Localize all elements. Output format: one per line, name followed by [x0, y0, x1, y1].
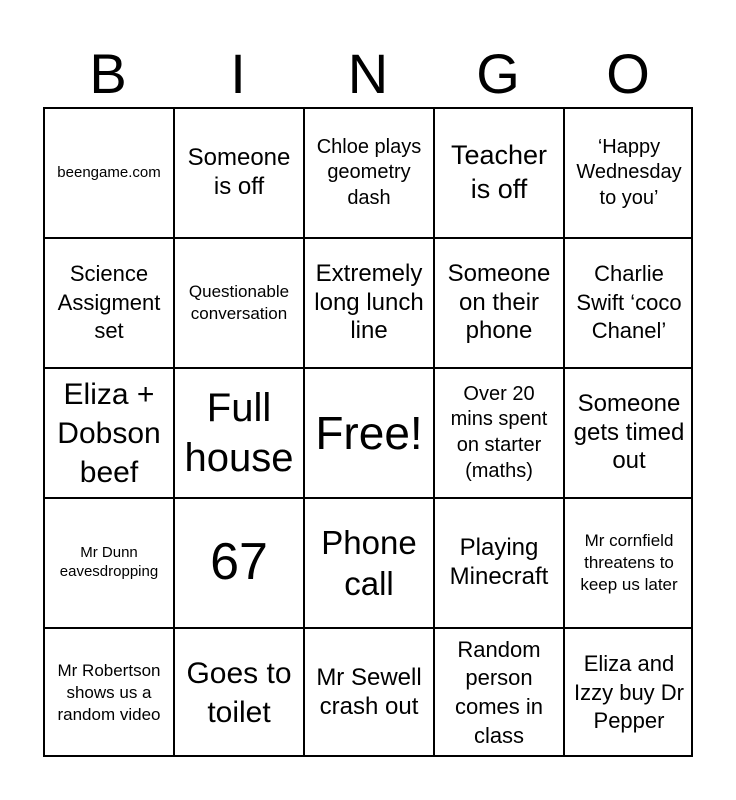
- cell-text: Extremely long lunch line: [314, 259, 424, 345]
- bingo-card: [43, 107, 693, 757]
- bingo-cell[interactable]: [303, 627, 433, 757]
- bingo-cell[interactable]: [563, 497, 693, 627]
- cell-text: Free!: [315, 406, 423, 459]
- bingo-cell[interactable]: [563, 627, 693, 757]
- bingo-cell[interactable]: [43, 627, 173, 757]
- cell-text: Random person comes in class: [454, 636, 544, 748]
- cell-text: 67: [210, 533, 268, 592]
- free-space[interactable]: [303, 367, 433, 497]
- bingo-cell[interactable]: [303, 497, 433, 627]
- bingo-cell[interactable]: [433, 237, 563, 367]
- bingo-cell[interactable]: [43, 367, 173, 497]
- bingo-cell[interactable]: [173, 367, 303, 497]
- cell-text: Phone call: [321, 523, 417, 602]
- bingo-cell[interactable]: [563, 107, 693, 237]
- bingo-cell[interactable]: [43, 497, 173, 627]
- bingo-cell[interactable]: [173, 237, 303, 367]
- header-letter-g: G: [476, 42, 520, 105]
- bingo-cell[interactable]: [433, 497, 563, 627]
- bingo-cell[interactable]: [43, 237, 173, 367]
- cell-text: Teacher is off: [450, 140, 548, 204]
- bingo-cell[interactable]: [43, 107, 173, 237]
- header-letter-n: N: [347, 42, 389, 105]
- bingo-cell[interactable]: [563, 367, 693, 497]
- cell-text: Someone is off: [187, 144, 291, 200]
- cell-text: Someone on their phone: [447, 259, 551, 345]
- bingo-cell[interactable]: [303, 107, 433, 237]
- cell-text: Mr Dunn eavesdropping: [59, 544, 159, 580]
- cell-text: Mr Sewell crash out: [316, 664, 422, 720]
- header-letter-i: I: [230, 42, 246, 105]
- bingo-cell[interactable]: [433, 107, 563, 237]
- cell-text: Questionable conversation: [188, 281, 290, 323]
- bingo-cell[interactable]: [173, 107, 303, 237]
- bingo-cell[interactable]: [433, 627, 563, 757]
- cell-text: beengame.com: [57, 163, 161, 181]
- cell-text: Full house: [184, 386, 294, 480]
- cell-text: Science Assigment set: [57, 261, 161, 344]
- cell-text: Someone gets timed out: [573, 389, 685, 475]
- cell-text: ‘Happy Wednesday to you’: [576, 135, 682, 209]
- bingo-cell[interactable]: [173, 627, 303, 757]
- cell-text: Eliza and Izzy buy Dr Pepper: [573, 651, 685, 734]
- cell-text: Mr Robertson shows us a random video: [57, 660, 161, 725]
- bingo-cell[interactable]: [173, 497, 303, 627]
- bingo-header: [43, 40, 693, 108]
- bingo-cell[interactable]: [563, 237, 693, 367]
- cell-text: Goes to toilet: [186, 657, 292, 729]
- bingo-cell[interactable]: [433, 367, 563, 497]
- header-letter-b: B: [89, 42, 127, 105]
- cell-text: Charlie Swift ‘coco Chanel’: [576, 261, 682, 344]
- cell-text: Over 20 mins spent on starter (maths): [450, 382, 548, 482]
- header-letter-o: O: [606, 42, 650, 105]
- cell-text: Chloe plays geometry dash: [316, 135, 422, 209]
- bingo-cell[interactable]: [303, 237, 433, 367]
- cell-text: Playing Minecraft: [449, 534, 549, 590]
- cell-text: Mr cornfield threatens to keep us later: [580, 530, 678, 595]
- cell-text: Eliza + Dobson beef: [57, 377, 161, 489]
